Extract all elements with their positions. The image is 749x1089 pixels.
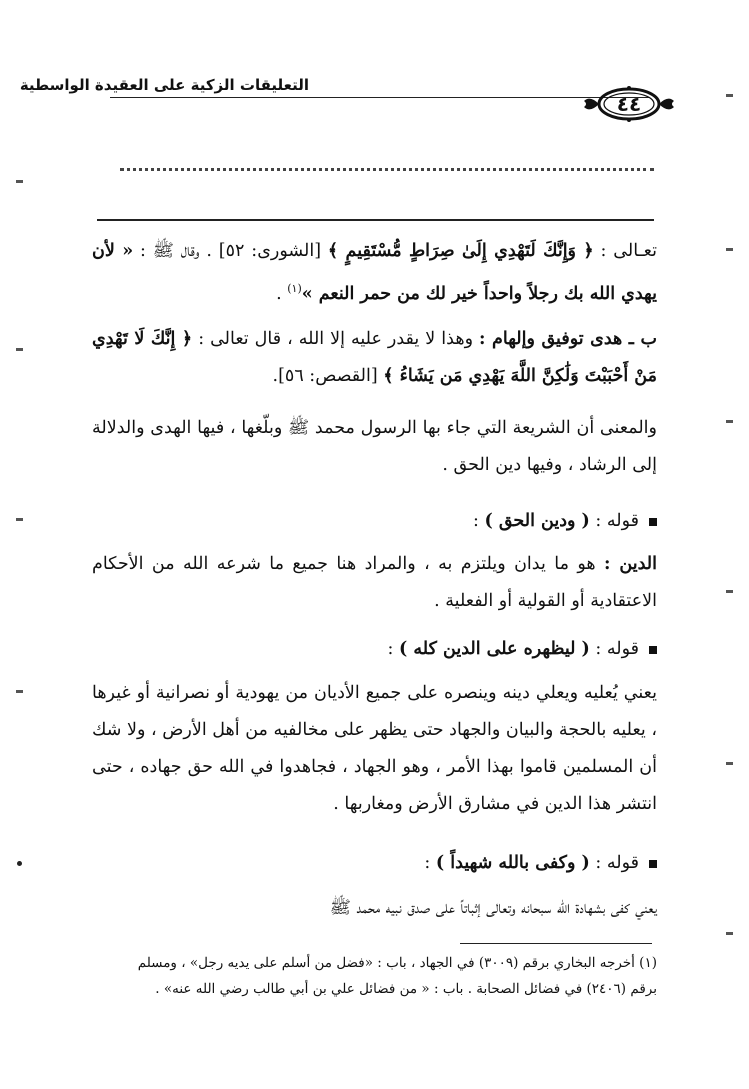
section-rule <box>97 219 654 221</box>
square-bullet-icon <box>649 860 657 868</box>
scan-edge-mark <box>726 590 733 593</box>
footnotes <box>92 950 657 1002</box>
footnote-rule <box>460 943 652 944</box>
quran-verse: ﴿ وَإِنَّكَ لَتَهْدِي إِلَىٰ صِرَاطٍ مُّسْتَقِيمٍ ﴾ <box>327 241 594 261</box>
sentence-end: . <box>276 283 282 304</box>
scan-edge-mark <box>726 248 733 251</box>
commentary-heading-2 <box>388 633 657 665</box>
heading-suffix: : <box>472 511 479 531</box>
square-bullet-icon <box>649 646 657 654</box>
scan-edge-mark <box>16 180 23 183</box>
paragraph-text: يعني كفى بشهادة الله سبحانه وتعالى إثباتاً على صدق نبيه محمد ﷺ <box>329 898 657 918</box>
scan-edge-mark <box>16 348 23 351</box>
footnote-line-2: برقم (٢٤٠٦) في فضائل الصحابة . باب : « من فضائل علي بن أبي طالب رضي الله عنه» . <box>155 981 657 997</box>
commentary-heading-1 <box>473 505 657 537</box>
heading-suffix: : <box>424 853 431 873</box>
hadith-text: « لأن يهدي الله بك رجلاً واحداً خير لك من حمر النعم » <box>92 241 657 304</box>
footnote-reference: (١) <box>287 282 302 295</box>
running-title: التعليقات الزكية على العقيدة الواسطية <box>19 76 309 94</box>
paragraph-text: يعني يُعليه ويعلي دينه وينصره على جميع الأديان من يهودية أو نصرانية أو غيرها ، يعليه بالحجة والبيان والجهاد حتى يظهر على مخالفيه من أهل الأرض ، ولا شك أن المسلمين قاموا بهذا الأمر ، وهو الجهاد ، فجاهدوا في الله حق جهاده ، حتى انتشر هذا الدين في مشارق الأرض ومغاربها . <box>92 683 657 814</box>
heading-quote: ( وكفى بالله شهيداً ) <box>435 853 590 873</box>
verse-reference-2: [القصص: ٥٦]. <box>272 366 378 386</box>
subsection-text: وهذا لا يقدر عليه إلا الله ، قال تعالى : <box>198 329 474 349</box>
quran-verse-2: ﴿ إِنَّكَ لَا تَهْدِي مَنْ أَحْبَبْتَ وَلَٰكِنَّ اللَّهَ يَهْدِي مَن يَشَاءُ ﴾ <box>92 329 657 386</box>
connector-text: . وقال ﷺ : <box>140 241 212 261</box>
paragraph-text: والمعنى أن الشريعة التي جاء بها الرسول محمد ﷺ وبلّغها ، فيها الهدى والدلالة إلى الرشاد ، وفيها دين الحق . <box>92 418 657 475</box>
term-lead: الدين : <box>604 554 657 574</box>
page-number: ٤٤ <box>616 92 642 116</box>
heading-quote: ( ليظهره على الدين كله ) <box>399 639 590 659</box>
heading-prefix: قوله : <box>595 853 639 873</box>
heading-prefix: قوله : <box>595 511 639 531</box>
paragraph-guidance-type <box>92 321 657 395</box>
paragraph-verse-hadith <box>92 233 657 313</box>
heading-quote: ( ودين الحق ) <box>484 511 590 531</box>
commentary-heading-3 <box>424 847 657 879</box>
lead-text: تعـالى : <box>600 241 657 261</box>
paragraph-manifest <box>92 675 657 823</box>
verse-reference: [الشورى: ٥٢] <box>218 241 322 261</box>
scan-edge-mark <box>726 94 733 97</box>
heading-suffix: : <box>387 639 394 659</box>
paragraph-religion <box>92 546 657 620</box>
scan-edge-mark <box>726 932 733 935</box>
footnote-line-1: (١) أخرجه البخاري برقم (٣٠٠٩) في الجهاد ، باب : «فضل من أسلم على يديه رجل» ، ومسلم <box>137 955 657 971</box>
scan-edge-mark <box>16 518 23 521</box>
scan-edge-mark <box>16 690 23 693</box>
heading-prefix: قوله : <box>595 639 639 659</box>
header-rule <box>110 97 649 98</box>
scan-edge-mark <box>726 420 733 423</box>
paragraph-witness <box>92 890 657 927</box>
dotted-separator <box>120 168 654 171</box>
square-bullet-icon <box>649 518 657 526</box>
term-definition: هو ما يدان ويلتزم به ، والمراد هنا جميع ما شرعه الله من الأحكام الاعتقادية أو القولية أو الفعلية . <box>92 554 657 611</box>
subsection-lead: ب ـ هدى توفيق وإلهام : <box>479 329 657 349</box>
scan-edge-mark <box>726 762 733 765</box>
page-number-ornament <box>582 85 676 123</box>
scan-edge-dot <box>17 861 22 866</box>
paragraph-meaning <box>92 410 657 484</box>
